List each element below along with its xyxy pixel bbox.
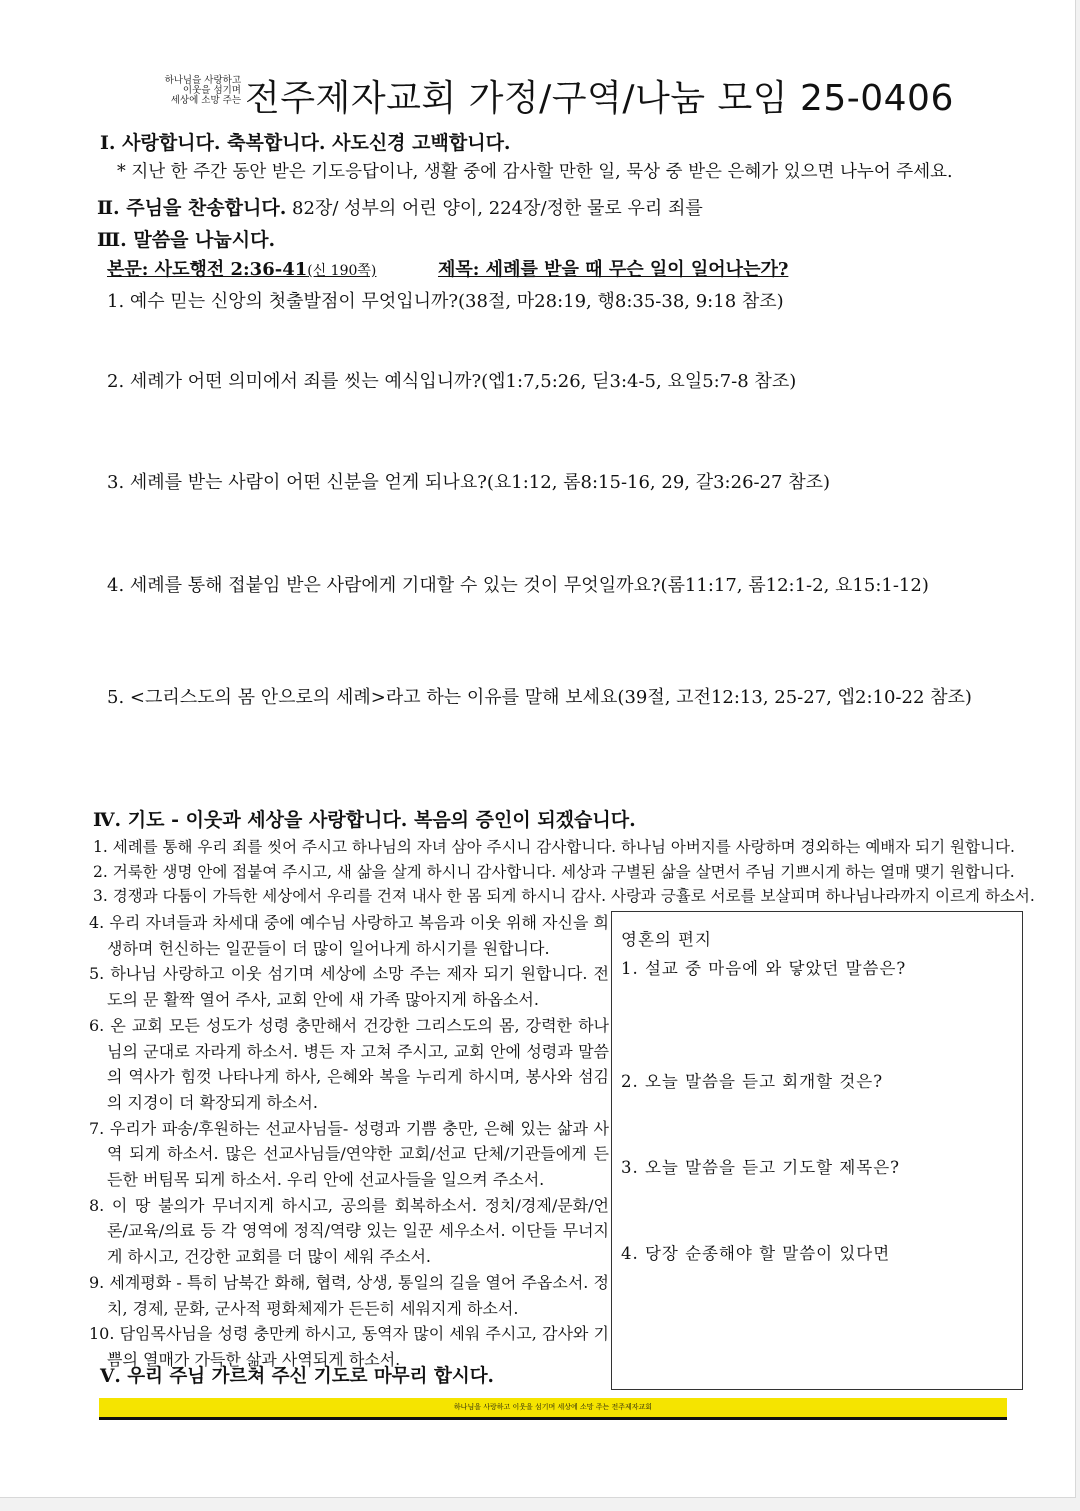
hymn-list: 82장/ 성부의 어린 양이, 224장/정한 물로 우리 죄를 xyxy=(286,198,703,219)
soul-letter-item: 3. 오늘 말씀을 듣고 기도할 제목은? xyxy=(621,1158,901,1177)
prayer-list xyxy=(89,910,609,1373)
footer-text: 하나님을 사랑하고 이웃을 섬기며 세상에 소망 주는 전주제자교회 xyxy=(453,1403,653,1411)
section-2-title: Ⅱ. 주님을 찬송합니다. xyxy=(97,197,287,219)
question-2: 2. 세례가 어떤 의미에서 죄를 씻는 예식입니까?(엡1:7,5:26, 딛3:4-5, 요일5:7-8 참조) xyxy=(107,371,797,392)
tagline-line: 하나님을 사랑하고 xyxy=(164,75,241,86)
prayer-item: 3. 경쟁과 다툼이 가득한 세상에서 우리를 건져 내사 한 몸 되게 하시니 감사. 사랑과 긍휼로 서로를 보살피며 하나님나라까지 이르게 하소서. xyxy=(93,887,1035,905)
question-4: 4. 세례를 통해 접붙임 받은 사람에게 기대할 수 있는 것이 무엇일까요?(롬11:17, 롬12:1-2, 요15:1-12) xyxy=(107,575,929,596)
soul-letter-item: 2. 오늘 말씀을 듣고 회개할 것은? xyxy=(621,1072,884,1091)
prayer-item: 9. 세계평화 - 특히 남북간 화해, 협력, 상생, 통일의 길을 열어 주옵소서. 정치, 경제, 문화, 군사적 평화체제가 든든히 세워지게 하소서. xyxy=(89,1272,609,1318)
prayer-item: 10. 담임목사님을 성령 충만케 하시고, 동역자 많이 세워 주시고, 감사와 기쁨의 열매가 가득한 삶과 사역되게 하소서. xyxy=(89,1324,609,1369)
tagline-line: 세상에 소망 주는 xyxy=(170,95,241,106)
soul-letter-box xyxy=(611,911,1023,1390)
section-5-title: Ⅴ. 우리 주님 가르쳐 주신 기도로 마무리 합시다. xyxy=(100,1366,494,1387)
soul-letter-item: 1. 설교 중 마음에 와 닿았던 말씀은? xyxy=(621,959,907,978)
page-title: 전주제자교회 가정/구역/나눔 모임 25-0406 xyxy=(245,78,954,119)
prayer-item: 1. 세례를 통해 우리 죄를 씻어 주시고 하나님의 자녀 삼아 주시니 감사합니다. 하나님 아버지를 사랑하며 경외하는 예배자 되기 원합니다. xyxy=(93,838,1015,856)
soul-letter-title: 영혼의 편지 xyxy=(621,930,712,949)
prayer-item: 5. 하나님 사랑하고 이웃 섬기며 세상에 소망 주는 제자 되기 원합니다. 전도의 문 활짝 열어 주사, 교회 안에 새 가족 많아지게 하옵소서. xyxy=(89,964,609,1010)
prayer-item: 4. 우리 자녀들과 차세대 중에 예수님 사랑하고 복음과 이웃 위해 자신을 희생하며 헌신하는 일꾼들이 더 많이 일어나게 하시기를 원합니다. xyxy=(89,913,609,958)
question-3: 3. 세례를 받는 사람이 어떤 신분을 얻게 되나요?(요1:12, 롬8:15-16, 29, 갈3:26-27 참조) xyxy=(107,472,831,493)
question-5: 5. <그리스도의 몸 안으로의 세례>라고 하는 이유를 말해 보세요(39절, 고전12:13, 25-27, 엡2:10-22 참조) xyxy=(107,687,972,708)
section-2 xyxy=(97,193,703,220)
prayer-item: 7. 우리가 파송/후원하는 선교사님들- 성령과 기쁨 충만, 은혜 있는 삶과 사역 되게 하소서. 많은 선교사님들/연약한 교회/선교 단체/기관들에게 든든한 버팀목 되게 하소서. 우리 안에 선교사들을 일으켜 주소서. xyxy=(89,1118,609,1190)
scripture-page: (신 190쪽) xyxy=(307,263,377,279)
section-1-title: Ⅰ. 사랑합니다. 축복합니다. 사도신경 고백합니다. xyxy=(100,132,511,154)
scripture-label: 본문: 사도행전 2:36-41 xyxy=(107,259,308,280)
soul-letter-item: 4. 당장 순종해야 할 말씀이 있다면 xyxy=(621,1244,891,1263)
section-1-note: * 지난 한 주간 동안 받은 기도응답이나, 생활 중에 감사할 만한 일, 묵상 중 받은 은혜가 있으면 나누어 주세요. xyxy=(117,162,953,182)
scripture-reference xyxy=(107,259,376,280)
question-1: 1. 예수 믿는 신앙의 첫출발점이 무엇입니까?(38절, 마28:19, 행8:35-38, 9:18 참조) xyxy=(107,291,784,312)
tagline-line: 이웃을 섬기며 xyxy=(182,85,241,96)
church-tagline xyxy=(143,76,241,106)
footer-band xyxy=(99,1398,1007,1420)
section-3-title: Ⅲ. 말씀을 나눕시다. xyxy=(97,229,276,251)
section-4-title: Ⅳ. 기도 - 이웃과 세상을 사랑합니다. 복음의 증인이 되겠습니다. xyxy=(93,809,636,831)
scripture-text xyxy=(107,255,376,281)
prayer-item: 6. 온 교회 모든 성도가 성령 충만해서 건강한 그리스도의 몸, 강력한 하나님의 군대로 자라게 하소서. 병든 자 고쳐 주시고, 교회 안에 성령과 말씀의 역사가 힘껏 나타나게 하사, 은혜와 복을 누리게 하시며, 봉사와 섬김의 지경이 더 확장되게 하소서. xyxy=(89,1015,609,1112)
sermon-subject: 제목: 세례를 받을 때 무슨 일이 일어나는가? xyxy=(438,259,789,280)
prayer-item: 8. 이 땅 불의가 무너지게 하시고, 공의를 회복하소서. 정치/경제/문화/언론/교육/의료 등 각 영역에 정직/역량 있는 일꾼 세우소서. 이단들 무너지게 하시고, 건강한 교회를 더 많이 세워 주소서. xyxy=(89,1195,609,1267)
prayer-item: 2. 거룩한 생명 안에 접붙여 주시고, 새 삶을 살게 하시니 감사합니다. 세상과 구별된 삶을 살면서 주님 기쁘시게 하는 열매 맺기 원합니다. xyxy=(93,863,1015,881)
